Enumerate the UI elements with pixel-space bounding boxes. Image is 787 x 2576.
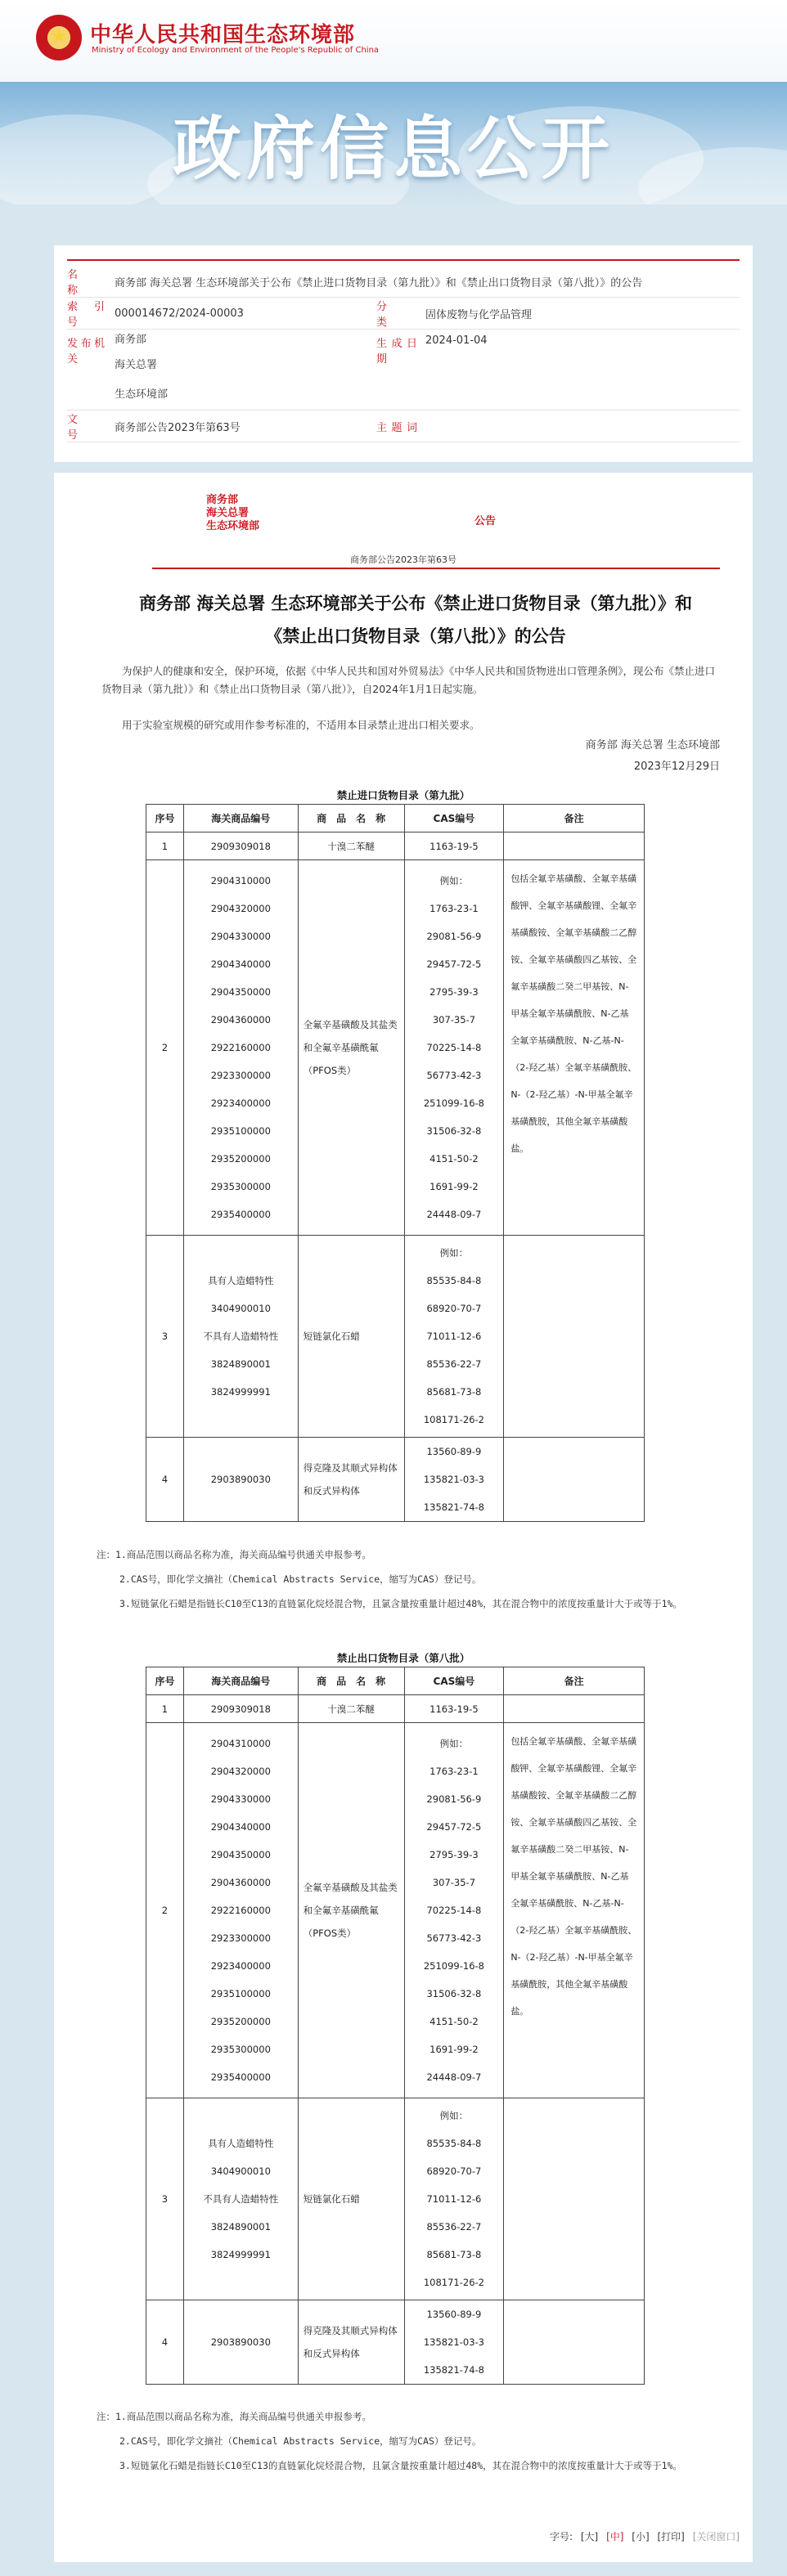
import-table — [146, 804, 645, 1522]
font-large-link[interactable]: [大] — [580, 2531, 599, 2542]
col-header: CAS编号 — [404, 805, 504, 832]
note-line: 3.短链氯化石蜡是指链长C10至C13的直链氯化烷烃混合物，且氯含量按重量计超过48%，其在混合物中的浓度按重量计大于或等于1%。 — [119, 1598, 683, 1609]
cell-code: 2903890030 — [183, 1438, 298, 1522]
cell-name: 短链氯化石蜡 — [298, 1236, 404, 1438]
col-header: 序号 — [146, 1667, 184, 1695]
cell-codes — [183, 2098, 298, 2300]
cas-item: 71011-12-6 — [426, 2193, 482, 2205]
cas-item: 31506-32-8 — [426, 1125, 482, 1137]
issuer-label: 发布机关 — [67, 330, 115, 411]
cas-item: 29457-72-5 — [426, 958, 482, 970]
cas-item: 1763-23-1 — [429, 1766, 479, 1777]
metadata-divider — [67, 259, 740, 261]
national-emblem-icon[interactable] — [36, 15, 82, 61]
cell-code: 2903890030 — [183, 2300, 298, 2385]
cell-note: 包括全氟辛基磺酸、全氟辛基磺酸钾、全氟辛基磺酸锂、全氟辛基磺酸铵、全氟辛基磺酸二乙醇铵、全氟辛基磺酸四乙基铵、全氟辛基磺酸二癸二甲基铵、N-甲基全氟辛基磺酰胺、N-乙基全氟辛基磺酰胺、N-乙基-N-（2-羟乙基）全氟辛基磺酰胺、N-（2-羟乙基）-N-甲基全氟辛基磺酰胺，其他全氟辛基磺酸盐。 — [504, 860, 645, 1236]
cas-item: 29081-56-9 — [426, 1793, 482, 1805]
cell-codes — [183, 860, 298, 1236]
code-item: 2935400000 — [210, 1209, 271, 1220]
cell-codes — [183, 1723, 298, 2098]
site-subtitle: Ministry of Ecology and Environment of the People's Republic of China — [92, 46, 380, 55]
code-item: 2904350000 — [210, 1849, 271, 1860]
cell-cas — [404, 1438, 504, 1522]
code-item: 3824890001 — [210, 1358, 271, 1370]
col-header: 商 品 名 称 — [298, 805, 404, 832]
cell-no: 4 — [146, 2300, 184, 2385]
cell-no: 3 — [146, 2098, 184, 2300]
code-item: 2904350000 — [210, 986, 271, 998]
cell-no: 4 — [146, 1438, 184, 1522]
cas-item: 307-35-7 — [432, 1877, 476, 1888]
cell-cas: 1163-19-5 — [404, 1695, 504, 1723]
code-item: 2904340000 — [210, 1821, 271, 1833]
sign-date: 2023年12月29日 — [633, 761, 720, 773]
cas-item: 70225-14-8 — [426, 1905, 482, 1916]
cas-item: 108171-26-2 — [423, 1414, 484, 1425]
cell-cas — [404, 2098, 504, 2300]
cas-item: 56773-42-3 — [426, 1070, 482, 1081]
document-body — [54, 473, 753, 2562]
cell-name: 十溴二苯醚 — [298, 832, 404, 860]
code-item: 2935300000 — [210, 2044, 271, 2055]
banner — [0, 82, 787, 204]
cas-item: 例如： — [439, 2110, 469, 2121]
code-item: 2935200000 — [210, 2016, 271, 2027]
subject-value — [425, 411, 740, 442]
cas-item: 85536-22-7 — [426, 2221, 482, 2233]
cas-item: 135821-03-3 — [423, 2336, 484, 2348]
metadata-panel — [54, 245, 753, 462]
code-item: 2923400000 — [210, 1960, 271, 1972]
cell-cas: 1163-19-5 — [404, 832, 504, 860]
code-item: 2923400000 — [210, 1097, 271, 1109]
code-item: 2923300000 — [210, 1070, 271, 1081]
index-value: 000014672/2024-00003 — [115, 298, 368, 330]
col-header: 商 品 名 称 — [298, 1667, 404, 1695]
cell-name: 得克隆及其顺式异构体和反式异构体 — [298, 1438, 404, 1522]
cas-item: 85535-84-8 — [426, 2138, 482, 2149]
cell-no: 1 — [146, 1695, 184, 1723]
cell-no: 3 — [146, 1236, 184, 1438]
cas-item: 例如： — [439, 1247, 469, 1259]
export-table — [146, 1667, 645, 2385]
code-item: 2935300000 — [210, 1181, 271, 1192]
doc-number: 商务部公告2023年第63号 — [350, 554, 456, 565]
cell-note — [504, 2300, 645, 2385]
cell-cas — [404, 1723, 504, 2098]
code-item: 2904340000 — [210, 958, 271, 970]
cas-item: 1763-23-1 — [429, 903, 479, 914]
cas-item: 24448-09-7 — [426, 1209, 482, 1220]
site-name[interactable]: 中华人民共和国生态环境部 — [90, 23, 356, 47]
docno-value: 商务部公告2023年第63号 — [115, 411, 368, 442]
cas-item: 307-35-7 — [432, 1014, 476, 1025]
issuer-values — [115, 330, 368, 411]
cas-item: 251099-16-8 — [423, 1960, 484, 1972]
cell-cas — [404, 2300, 504, 2385]
code-item: 2904360000 — [210, 1014, 271, 1025]
code-item: 3824890001 — [210, 2221, 271, 2233]
table2-notes — [97, 2404, 720, 2478]
category-label: 分 类 — [368, 298, 425, 330]
cell-name: 十溴二苯醚 — [298, 1695, 404, 1723]
code-item: 2904330000 — [210, 931, 271, 942]
cas-item: 13560-89-9 — [426, 2309, 482, 2320]
cas-item: 135821-03-3 — [423, 1474, 484, 1485]
cell-note — [504, 832, 645, 860]
code-item: 2922160000 — [210, 1905, 271, 1916]
cell-note — [504, 2098, 645, 2300]
cell-note — [504, 1695, 645, 1723]
cell-name: 得克隆及其顺式异构体和反式异构体 — [298, 2300, 404, 2385]
col-header: CAS编号 — [404, 1667, 504, 1695]
issuer-line: 商务部 — [206, 494, 239, 506]
note-line: 注：1.商品范围以商品名称为准，海关商品编号供通关申报参考。 — [97, 1549, 371, 1560]
cas-item: 135821-74-8 — [423, 2364, 484, 2376]
index-label: 索 引 号 — [67, 298, 115, 330]
cas-item: 85681-73-8 — [426, 2249, 482, 2260]
cas-item: 71011-12-6 — [426, 1331, 482, 1342]
date-label: 生成日期 — [368, 330, 425, 411]
cas-item: 70225-14-8 — [426, 1042, 482, 1053]
code-item: 具有人造蜡特性 — [208, 1275, 274, 1286]
cas-item: 2795-39-3 — [429, 1849, 479, 1860]
cas-item: 13560-89-9 — [426, 1446, 482, 1457]
docno-label: 文 号 — [67, 411, 115, 442]
name-value: 商务部 海关总署 生态环境部关于公布《禁止进口货物目录（第九批）》和《禁止出口货物目录（第八批）》的公告 — [115, 266, 740, 298]
code-item: 2904320000 — [210, 1766, 271, 1777]
cas-item: 例如： — [439, 875, 469, 886]
issuer-item: 生态环境部 — [115, 388, 169, 401]
cas-item: 68920-70-7 — [426, 1303, 482, 1314]
cas-item: 1691-99-2 — [429, 1181, 479, 1192]
table1-notes — [97, 1542, 720, 1616]
table2-caption: 禁止出口货物目录（第八批） — [336, 1652, 470, 1664]
subject-label: 主 题 词 — [368, 411, 425, 442]
font-small-link[interactable]: [小] — [632, 2531, 650, 2542]
font-size-label: 字号: — [550, 2531, 573, 2542]
code-item: 2904310000 — [210, 875, 271, 886]
cell-note: 包括全氟辛基磺酸、全氟辛基磺酸钾、全氟辛基磺酸锂、全氟辛基磺酸铵、全氟辛基磺酸二乙醇铵、全氟辛基磺酸四乙基铵、全氟辛基磺酸二癸二甲基铵、N-甲基全氟辛基磺酰胺、N-乙基全氟辛基磺酰胺、N-乙基-N-（2-羟乙基）全氟辛基磺酰胺、N-（2-羟乙基）-N-甲基全氟辛基磺酰胺，其他全氟辛基磺酸盐。 — [504, 1723, 645, 2098]
code-item: 2904330000 — [210, 1793, 271, 1805]
date-value: 2024-01-04 — [425, 330, 740, 411]
cas-item: 68920-70-7 — [426, 2165, 482, 2177]
cas-item: 31506-32-8 — [426, 1988, 482, 1999]
font-medium-link[interactable]: [中] — [606, 2531, 624, 2542]
cell-no: 1 — [146, 832, 184, 860]
cas-item: 2795-39-3 — [429, 986, 479, 998]
cas-item: 29081-56-9 — [426, 931, 482, 942]
category-value: 固体废物与化学品管理 — [425, 298, 740, 330]
issuer-item: 海关总署 — [115, 359, 158, 371]
cell-no: 2 — [146, 860, 184, 1236]
print-link[interactable]: [打印] — [657, 2531, 685, 2542]
code-item: 2935400000 — [210, 2071, 271, 2083]
red-divider — [152, 568, 720, 569]
cas-item: 85536-22-7 — [426, 1358, 482, 1370]
paragraph-2: 用于实验室规模的研究或用作参考标准的，不适用本目录禁止进出口相关要求。 — [122, 719, 480, 731]
note-line: 2.CAS号，即化学文摘社（Chemical Abstracts Service，缩写为CAS）登记号。 — [119, 1573, 482, 1585]
cell-name: 全氟辛基磺酸及其盐类和全氟辛基磺酰氟（PFOS类） — [298, 860, 404, 1236]
code-item: 3404900010 — [210, 1303, 271, 1314]
cell-note — [504, 1236, 645, 1438]
col-header: 备注 — [504, 805, 645, 832]
cell-code: 2909309018 — [183, 832, 298, 860]
page-toolbar — [545, 2529, 740, 2543]
issuer-block — [206, 494, 259, 533]
cas-item: 85535-84-8 — [426, 1275, 482, 1286]
cas-item: 135821-74-8 — [423, 1501, 484, 1513]
table1-caption: 禁止进口货物目录（第九批） — [336, 789, 470, 801]
issuer-line: 生态环境部 — [206, 520, 260, 532]
site-header — [0, 0, 787, 82]
banner-title: 政府信息公开 — [172, 109, 614, 189]
cas-item: 251099-16-8 — [423, 1097, 484, 1109]
code-item: 2935200000 — [210, 1153, 271, 1165]
cas-item: 29457-72-5 — [426, 1821, 482, 1833]
cell-name: 全氟辛基磺酸及其盐类和全氟辛基磺酰氟（PFOS类） — [298, 1723, 404, 2098]
close-window-link[interactable]: [关闭窗口] — [692, 2531, 740, 2542]
issuer-item: 商务部 — [115, 334, 147, 346]
code-item: 2923300000 — [210, 1932, 271, 1944]
signers: 商务部 海关总署 生态环境部 — [585, 739, 720, 752]
code-item: 3824999991 — [210, 1386, 271, 1398]
cell-note — [504, 1438, 645, 1522]
col-header: 序号 — [146, 805, 184, 832]
code-item: 3824999991 — [210, 2249, 271, 2260]
col-header: 备注 — [504, 1667, 645, 1695]
code-item: 2904310000 — [210, 1738, 271, 1749]
cell-no: 2 — [146, 1723, 184, 2098]
code-item: 2935100000 — [210, 1125, 271, 1137]
code-item: 2922160000 — [210, 1042, 271, 1053]
cas-item: 85681-73-8 — [426, 1386, 482, 1398]
note-line: 2.CAS号，即化学文摘社（Chemical Abstracts Service，缩写为CAS）登记号。 — [119, 2435, 482, 2447]
code-item: 不具有人造蜡特性 — [203, 1331, 279, 1342]
cas-item: 4151-50-2 — [429, 2016, 479, 2027]
code-item: 不具有人造蜡特性 — [203, 2193, 279, 2205]
cell-code: 2909309018 — [183, 1695, 298, 1723]
cas-item: 1691-99-2 — [429, 2044, 479, 2055]
cas-item: 4151-50-2 — [429, 1153, 479, 1165]
code-item: 2904360000 — [210, 1877, 271, 1888]
name-label: 名 称 — [67, 266, 115, 298]
issuer-line: 海关总署 — [206, 507, 250, 519]
paragraph-1: 为保护人的健康和安全，保护环境，依据《中华人民共和国对外贸易法》《中华人民共和国货物进出口管理条例》，现公布《禁止进口货物目录（第九批）》和《禁止出口货物目录（第八批）》，自2024年1月1日起实施。 — [101, 665, 716, 695]
col-header: 海关商品编号 — [183, 1667, 298, 1695]
cas-item: 24448-09-7 — [426, 2071, 482, 2083]
note-line: 3.短链氯化石蜡是指链长C10至C13的直链氯化烷烃混合物，且氯含量按重量计超过48%，其在混合物中的浓度按重量计大于或等于1%。 — [119, 2460, 683, 2471]
note-line: 注：1.商品范围以商品名称为准，海关商品编号供通关申报参考。 — [97, 2411, 371, 2422]
code-item: 2935100000 — [210, 1988, 271, 1999]
code-item: 3404900010 — [210, 2165, 271, 2177]
cas-item: 56773-42-3 — [426, 1932, 482, 1944]
doc-title: 商务部 海关总署 生态环境部关于公布《禁止进口货物目录（第九批）》和《禁止出口货物目录（第八批）》的公告 — [138, 594, 693, 646]
cas-item: 例如： — [439, 1738, 469, 1749]
cell-codes — [183, 1236, 298, 1438]
code-item: 2904320000 — [210, 903, 271, 914]
cell-cas — [404, 860, 504, 1236]
announcement-mark: 公告 — [474, 515, 497, 527]
cell-cas — [404, 1236, 504, 1438]
cell-name: 短链氯化石蜡 — [298, 2098, 404, 2300]
cas-item: 108171-26-2 — [423, 2277, 484, 2288]
code-item: 具有人造蜡特性 — [208, 2138, 274, 2149]
col-header: 海关商品编号 — [183, 805, 298, 832]
